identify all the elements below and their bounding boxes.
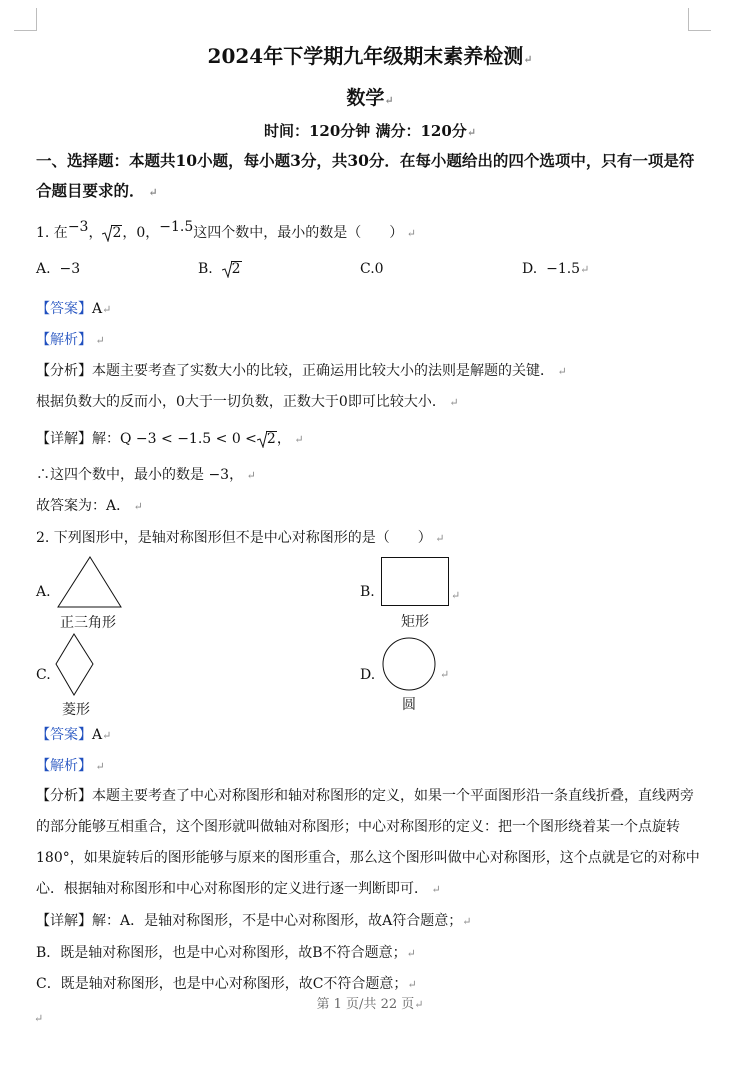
option-label: A.: [36, 584, 51, 600]
q1-radicand: 2: [112, 225, 122, 241]
sqrt-symbol: [257, 431, 277, 447]
paragraph-mark: ↵: [144, 186, 158, 199]
detail-a-text: 解：A．是轴对称图形，不是中心对称图形，故A符合题意；: [92, 913, 463, 929]
fenxi-text: 本题主要考查了实数大小的比较，正确运用比较大小的法则是解题的关键．: [92, 363, 554, 379]
option-label: C.: [36, 667, 51, 683]
rectangle-figure: [380, 556, 452, 608]
answer-value: A: [92, 301, 103, 317]
paragraph-mark: ↵: [462, 915, 472, 928]
page-footer: [0, 993, 740, 1012]
q2-analysis-tag: [36, 755, 105, 775]
q2-detail-b: [36, 942, 416, 962]
paragraph-mark: ↵: [523, 53, 533, 66]
circle-figure: [380, 637, 440, 693]
q1-final: [36, 495, 143, 515]
subject-text: 数学: [346, 87, 385, 109]
corner-mark-top-left: [14, 8, 37, 31]
rhombus-figure: [53, 632, 99, 698]
paragraph-mark: ↵: [428, 883, 441, 896]
paragraph-mark: ↵: [431, 532, 445, 545]
q2-detail-a: [36, 910, 471, 930]
q1-rule: [36, 391, 459, 411]
q1-fenxi: [36, 360, 567, 380]
q1-stem-suffix: 这四个数中，最小的数是（ ）: [193, 225, 404, 241]
q1-number-4: −1.5: [159, 219, 194, 235]
analysis-tag: 【解析】: [36, 332, 92, 348]
option-label: A.: [36, 261, 51, 277]
q2-option-a-label: [36, 584, 51, 600]
page-title: [0, 40, 740, 69]
page-number: 第 1 页/共 22 页: [316, 997, 415, 1012]
q2-fenxi: [36, 781, 704, 905]
q2-detail-c: [36, 973, 417, 993]
q1-option-b: [198, 261, 242, 277]
fenxi-tag: 【分析】: [36, 788, 92, 804]
sqrt-symbol: [222, 261, 242, 277]
q1-separator: ，: [88, 225, 103, 241]
section-heading-text: 一、选择题：本题共10小题，每小题3分，共30分．在每小题给出的四个选项中，只有一项是符合题目要求的．: [36, 151, 695, 200]
q2-option-c-label: [36, 667, 51, 683]
paragraph-mark: ↵: [130, 500, 143, 513]
q2-stem-text: 2. 下列图形中，是轴对称图形但不是中心对称图形的是（ ）: [36, 530, 432, 546]
section-heading: [36, 146, 706, 208]
paragraph-mark: ↵: [445, 396, 459, 409]
caption-text: 菱形: [62, 702, 90, 718]
q2-option-d-caption: [402, 694, 416, 714]
q1-stem-prefix: 1. 在: [36, 225, 68, 241]
q1-number-3: ，0，: [122, 225, 160, 241]
fenxi-tag: 【分析】: [36, 363, 92, 379]
caption-text: 矩形: [401, 614, 429, 630]
option-label: B.: [198, 261, 213, 277]
paragraph-mark: ↵: [34, 1012, 44, 1025]
option-text: 0: [374, 261, 384, 277]
exam-info: [0, 120, 740, 141]
fenxi-text: 本题主要考查了中心对称图形和轴对称图形的定义，如果一个平面图形沿一条直线折叠，直线两旁的部分能够互相重合，这个图形就叫做轴对称图形；中心对称图形的定义：把一个图形绕着某一个点旋转180°，如果旋转后的图形能够与原来的图形重合，那么这个图形叫做中心对称图形，这个点就是它的对称中心．根据轴对称图形和中心对称图形的定义进行逐一判断即可．: [36, 788, 700, 897]
detail-c-text: C．既是轴对称图形，也是中心对称图形，故C不符合题意；: [36, 976, 408, 992]
q2-option-b-caption: [401, 611, 429, 631]
therefore-text: ∴这四个数中，最小的数是 −3，: [36, 467, 244, 483]
exam-info-text: 时间：120分钟 满分：120分: [263, 122, 467, 140]
q2-option-d-label: [360, 667, 375, 683]
corner-mark-top-right: [688, 8, 711, 31]
paragraph-mark: ↵: [384, 94, 394, 107]
detail-suffix: ，: [276, 431, 291, 447]
answer-tag: 【答案】: [36, 727, 92, 743]
option-label: C.: [360, 261, 375, 277]
paragraph-mark: ↵: [414, 998, 424, 1011]
detail-expression: 解：Q −3 < −1.5 < 0 <: [92, 431, 257, 447]
option-text: −3: [59, 261, 81, 277]
paragraph-mark: ↵: [92, 334, 105, 347]
paragraph-mark: ↵: [466, 126, 477, 139]
final-text: 故答案为：A．: [36, 498, 131, 514]
sqrt-symbol: [102, 225, 122, 241]
analysis-tag: 【解析】: [36, 758, 92, 774]
paragraph-mark: ↵: [92, 760, 105, 773]
q1-option-a: [36, 261, 80, 277]
detail-tag: 【详解】: [36, 913, 92, 929]
q1-analysis-tag: [36, 329, 105, 349]
q2-stem: [36, 527, 445, 547]
option-text: −1.5: [546, 261, 581, 277]
answer-tag: 【答案】: [36, 301, 92, 317]
q1-option-d: [522, 261, 589, 277]
paragraph-mark: ↵: [102, 303, 112, 316]
detail-radicand: 2: [266, 431, 276, 447]
title-text: 2024年下学期九年级期末素养检测: [207, 44, 524, 68]
q1-therefore: [36, 464, 256, 484]
caption-text: 圆: [402, 697, 416, 713]
q1-number-1: −3: [67, 219, 89, 235]
paragraph-mark: ↵: [451, 589, 461, 602]
paragraph-mark: ↵: [440, 668, 450, 681]
paragraph-mark: ↵: [407, 978, 417, 991]
triangle-figure: [55, 555, 125, 610]
paragraph-mark: ↵: [554, 365, 567, 378]
paragraph-mark: ↵: [403, 227, 417, 240]
q1-detail: [36, 428, 304, 448]
answer-value: A: [92, 727, 103, 743]
paragraph-mark: ↵: [406, 947, 416, 960]
option-label: D.: [522, 261, 538, 277]
paragraph-mark: ↵: [102, 729, 112, 742]
paragraph-mark: ↵: [290, 433, 304, 446]
q2-option-c-caption: [62, 699, 90, 719]
q2-option-b-label: [360, 584, 375, 600]
caption-text: 正三角形: [60, 615, 116, 631]
paragraph-mark: ↵: [580, 263, 590, 276]
q1-stem: [36, 219, 417, 242]
q1-option-c: [360, 261, 384, 277]
option-label: B.: [360, 584, 375, 600]
option-text: 2: [231, 261, 241, 277]
option-label: D.: [360, 667, 376, 683]
rule-text: 根据负数大的反而小，0大于一切负数，正数大于0即可比较大小．: [36, 394, 446, 410]
subject-title: [0, 83, 740, 110]
paragraph-mark: ↵: [243, 469, 256, 482]
q2-answer: [36, 724, 111, 744]
q1-answer: [36, 298, 111, 318]
q2-option-a-caption: [60, 612, 116, 632]
detail-b-text: B．既是轴对称图形，也是中心对称图形，故B不符合题意；: [36, 945, 407, 961]
detail-tag: 【详解】: [36, 431, 92, 447]
